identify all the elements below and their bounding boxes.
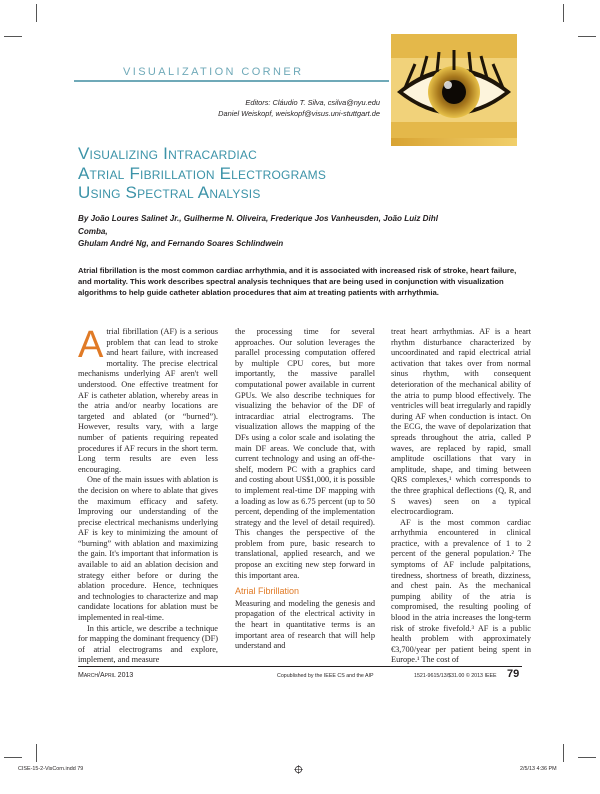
crop-mark xyxy=(578,757,596,758)
editors-block xyxy=(180,97,380,119)
paragraph xyxy=(78,324,218,475)
authors-line: Ghulam André Ng, and Fernando Soares Schlindwein xyxy=(78,239,284,248)
title-line: Using Spectral Analysis xyxy=(78,183,261,202)
crop-mark xyxy=(36,744,37,762)
authors xyxy=(78,213,438,251)
paragraph-text: trial fibrillation (AF) is a serious problem that can lead to stroke and heart failure, with increased mortality. The precise electrical mechanisms underlying AF aren't well understood. One effective treatment for AF is catheter ablation, whereby areas in the atria and/or nearby locations are targeted and ablated (or “burned”). However, results vary, with a large number of patients requiring repeated procedures if AF recurs in the short term. Long term results are even less encouraging. xyxy=(78,327,218,474)
title-line: Visualizing Intracardiac xyxy=(78,144,257,163)
footer-rule xyxy=(78,666,522,667)
paragraph: AF is the most common cardiac arrhythmia encountered in clinical practice, with a prevalence of 1 to 2 percent of the general population.² The symptoms of AF include palpitations, tiredness, shortness of breath, dizziness, and chest pain. As the mechanical pumping ability of the atria is compromised, the resulting pooling of blood in the atria increases the long-term risk of stroke fivefold.³ AF is a public health problem with approximately €3,700/year per patient being spent in Europe.¹ The cost of xyxy=(391,517,531,665)
body-column-1 xyxy=(78,324,218,665)
drop-cap: A xyxy=(78,324,104,366)
slug-date: 2/5/13 4:36 PM xyxy=(520,766,557,772)
paragraph: One of the main issues with ablation is the decision on where to ablate that gives the maximum efficacy and safety. Improving our understanding of the precise electrical mechanisms underlying AF is key to minimizing the amount of “burning” with ablation and maximizing the gain. It's important that information is available to aid an ablation decision and strategy either before or during the ablation procedure. Hence, techniques and technologies to characterize and map candidate locations for ablation must be implemented in real-time. xyxy=(78,475,218,623)
paragraph: the processing time for several approaches. Our solution leverages the parallel processing computation offered by multiple CPU cores, but more importantly, the massive parallel computational power available in current GPUs. We also describe techniques for visualizing the behavior of the DF of intracardiac atrial electrograms. The visualization allows the mapping of the DFs using a color scale and isolating the main DF areas. We conclude that, with current technology and using an off-the-shelf, modern PC with a graphics card and costing about US$1,000, it is possible to implement real-time DF mapping with a loading as low as 6.75 percent (up to 50 percent, depending of the implementation strategy and the level of detail required). This changes the perspective of the problem from pure, basic research to translational, applied research, and we propose an exciting new step forward in this important area. xyxy=(235,327,375,580)
abstract: Atrial fibrillation is the most common cardiac arrhythmia, and it is associated with increased risk of stroke, heart failure, and mortality. This work describes spectral analysis techniques that are being used in conjunction with visualization algorithms to help guide catheter ablation procedures that aim at treating patients with arrhythmia. xyxy=(78,266,517,297)
body-column-2 xyxy=(235,327,375,659)
registration-mark-icon xyxy=(294,765,303,774)
crop-mark xyxy=(4,36,22,37)
crop-mark xyxy=(563,744,564,762)
body-column-3 xyxy=(391,327,531,665)
paragraph: treat heart arrhythmias. AF is a heart rhythm disturbance characterized by uncoordinated and rapid electrical atrial activation that takes over from normal sinus rhythm, with consequent deterioration of the mechanical ability of the atria to pump blood effectively. The ventricles will beat irregularly and rapidly during AF when conduction is intact. On the ECG, the wave of depolarization that spreads throughout the atria, called P waves, are replaced by rapid, small amplitude oscillations that vary in amplitude, shape, and timing between QRS complexes,¹ which corresponds to the three graphical deflections (Q, R, and S waves) seen on a typical electrocardiogram. xyxy=(391,327,531,517)
eye-logo-icon xyxy=(391,34,517,146)
section-subhead: Atrial Fibrillation xyxy=(235,586,300,597)
editors-line: Editors: Cláudio T. Silva, csilva@nyu.edu xyxy=(245,98,380,107)
editors-line: Daniel Weiskopf, weiskopf@visus.uni-stuttgart.de xyxy=(218,109,380,118)
authors-line: By João Loures Salinet Jr., Guilherme N. Oliveira, Frederique Jos Vanheusden, João Luiz Dihl Comba, xyxy=(78,214,438,236)
page-number: 79 xyxy=(507,668,520,680)
copublished-note: Copublished by the IEEE CS and the AIP xyxy=(277,673,374,679)
section-title: VISUALIZATION CORNER xyxy=(123,66,304,78)
title-line: Atrial Fibrillation Electrograms xyxy=(78,163,327,183)
crop-mark xyxy=(578,36,596,37)
slug-file: CISE-15-2-VisCorn.indd 79 xyxy=(18,766,84,772)
issue-date: March/April 2013 xyxy=(78,672,134,679)
crop-mark xyxy=(4,757,22,758)
crop-mark xyxy=(36,4,37,22)
crop-mark xyxy=(563,4,564,22)
article-title xyxy=(78,144,398,203)
issn-line: 1521-9615/13/$31.00 © 2013 IEEE xyxy=(414,673,497,679)
paragraph: In this article, we describe a technique for mapping the dominant frequency (DF) of atrial electrograms and explore, implement, and measure xyxy=(78,623,218,665)
paragraph: Measuring and modeling the genesis and propagation of the electrical activity in the heart in quantitative terms is an important area of research that will help understand and xyxy=(235,598,375,651)
header-rule xyxy=(74,80,389,82)
